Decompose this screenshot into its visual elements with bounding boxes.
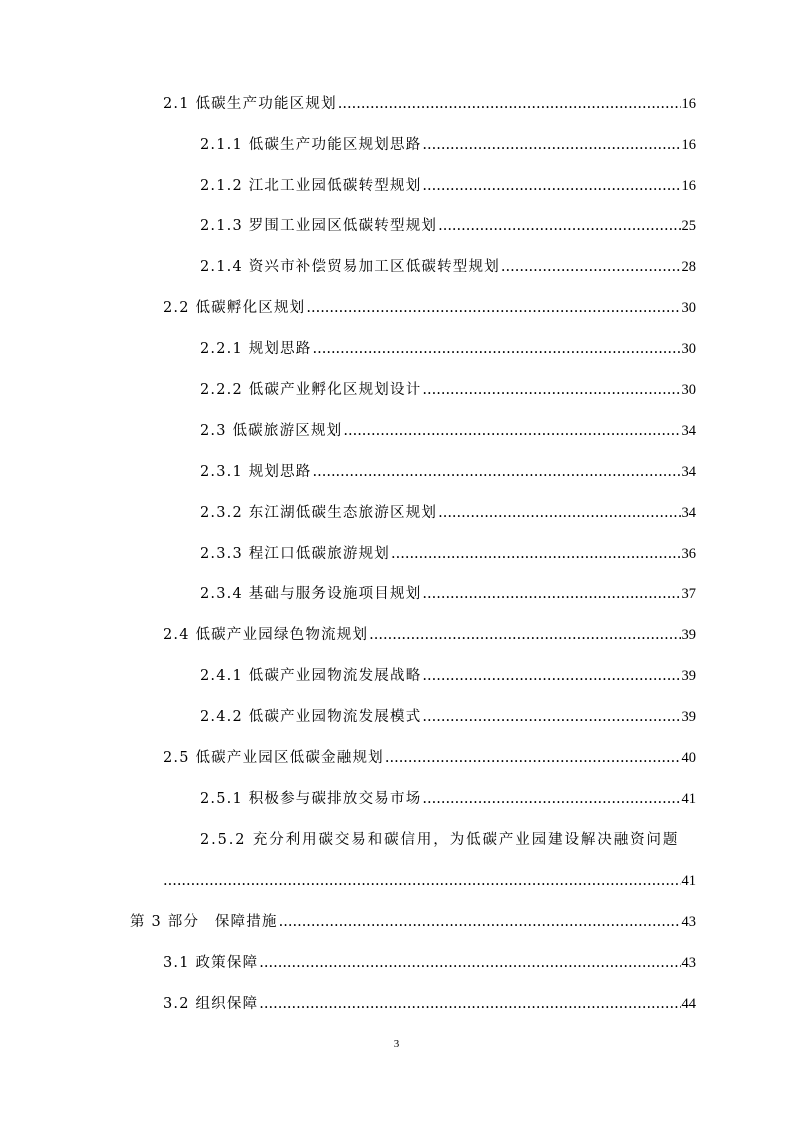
toc-entry-2-1[interactable] <box>163 94 696 114</box>
toc-leader-dots <box>422 135 680 155</box>
toc-entry-3-2[interactable] <box>163 994 696 1014</box>
toc-entry-2-5-2-title[interactable]: 2.5.2 充分利用碳交易和碳信用，为低碳产业园建设解决融资问题 <box>200 832 680 848</box>
toc-entry-page: 16 <box>681 178 696 194</box>
toc-entry-title: 2.2.2 低碳产业孵化区规划设计 <box>200 382 422 398</box>
page-number: 3 <box>393 1038 400 1050</box>
toc-entry-title: 2.3.1 规划思路 <box>200 464 312 480</box>
toc-entry-page: 30 <box>681 382 696 398</box>
toc-entry-2-4[interactable] <box>163 625 696 645</box>
toc-entry-2-1-1[interactable] <box>200 135 696 155</box>
toc-entry-page: 39 <box>681 627 696 643</box>
toc-entry-title: 2.3 低碳旅游区规划 <box>200 423 343 439</box>
toc-entry-page: 25 <box>681 218 696 234</box>
toc-entry-2-1-2[interactable] <box>200 176 696 196</box>
toc-entry-page: 44 <box>681 996 696 1012</box>
toc-entry-2-3-4[interactable] <box>200 584 696 604</box>
toc-leader-dots <box>438 503 680 523</box>
toc-entry-2-5[interactable] <box>163 748 696 768</box>
toc-entry-title: 2.1.4 资兴市补偿贸易加工区低碳转型规划 <box>200 259 500 275</box>
toc-entry-part-3[interactable] <box>130 912 696 932</box>
toc-leader-dots <box>163 871 681 891</box>
toc-entry-title: 2.4 低碳产业园绿色物流规划 <box>163 627 369 643</box>
toc-entry-2-2[interactable] <box>163 298 696 318</box>
toc-leader-dots <box>259 953 680 973</box>
toc-entry-title: 2.4.2 低碳产业园物流发展模式 <box>200 709 422 725</box>
toc-leader-dots <box>343 421 680 441</box>
toc-entry-title: 2.1.2 江北工业园低碳转型规划 <box>200 178 422 194</box>
toc-entry-2-3[interactable] <box>200 421 696 441</box>
toc-entry-title: 2.4.1 低碳产业园物流发展战略 <box>200 668 422 684</box>
toc-entry-2-3-3[interactable] <box>200 544 696 564</box>
toc-leader-dots <box>259 994 680 1014</box>
toc-entry-page: 34 <box>681 505 696 521</box>
toc-entry-2-5-2-continuation[interactable] <box>163 871 696 891</box>
toc-entry-page: 34 <box>681 464 696 480</box>
toc-entry-page: 16 <box>681 137 696 153</box>
toc-entry-title: 2.2 低碳孵化区规划 <box>163 300 306 316</box>
toc-entry-2-2-1[interactable] <box>200 339 696 359</box>
toc-entry-page: 40 <box>681 750 696 766</box>
toc-entry-2-1-3[interactable] <box>200 216 696 236</box>
toc-leader-dots <box>338 94 681 114</box>
toc-entry-page: 43 <box>681 914 696 930</box>
toc-entry-2-2-2[interactable] <box>200 380 696 400</box>
toc-entry-2-5-1[interactable] <box>200 789 696 809</box>
toc-leader-dots <box>391 544 680 564</box>
toc-leader-dots <box>306 298 680 318</box>
toc-entry-title: 2.5 低碳产业园区低碳金融规划 <box>163 750 384 766</box>
toc-leader-dots <box>422 584 680 604</box>
toc-entry-page: 30 <box>681 341 696 357</box>
toc-entry-page: 41 <box>681 873 696 889</box>
toc-leader-dots <box>438 216 680 236</box>
toc-entry-title: 2.1 低碳生产功能区规划 <box>163 96 337 112</box>
toc-entry-page: 39 <box>681 709 696 725</box>
toc-entry-title: 2.1.3 罗围工业园区低碳转型规划 <box>200 218 438 234</box>
toc-entry-page: 43 <box>681 955 696 971</box>
toc-entry-title: 2.3.4 基础与服务设施项目规划 <box>200 586 422 602</box>
toc-leader-dots <box>422 380 680 400</box>
toc-entry-title: 第 3 部分 保障措施 <box>130 914 278 930</box>
toc-entry-page: 28 <box>681 259 696 275</box>
toc-entry-title: 2.1.1 低碳生产功能区规划思路 <box>200 137 422 153</box>
toc-leader-dots <box>422 176 680 196</box>
toc-leader-dots <box>501 257 681 277</box>
toc-leader-dots <box>422 707 680 727</box>
toc-entry-2-4-2[interactable] <box>200 707 696 727</box>
toc-leader-dots <box>385 748 681 768</box>
toc-entry-page: 34 <box>681 423 696 439</box>
toc-entry-title: 2.3.3 程江口低碳旅游规划 <box>200 546 391 562</box>
toc-entry-2-3-1[interactable] <box>200 462 696 482</box>
toc-entry-title: 2.2.1 规划思路 <box>200 341 312 357</box>
toc-entry-title: 2.3.2 东江湖低碳生态旅游区规划 <box>200 505 438 521</box>
toc-entry-page: 36 <box>681 546 696 562</box>
toc-entry-3-1[interactable] <box>163 953 696 973</box>
toc-entry-title: 3.2 组织保障 <box>163 996 259 1012</box>
toc-entry-2-3-2[interactable] <box>200 503 696 523</box>
toc-leader-dots <box>422 789 680 809</box>
toc-leader-dots <box>369 625 680 645</box>
toc-entry-page: 37 <box>681 586 696 602</box>
toc-entry-title: 2.5.1 积极参与碳排放交易市场 <box>200 791 422 807</box>
toc-leader-dots <box>279 912 681 932</box>
toc-entry-page: 41 <box>681 791 696 807</box>
toc-leader-dots <box>313 462 681 482</box>
toc-entry-page: 39 <box>681 668 696 684</box>
toc-leader-dots <box>422 666 680 686</box>
toc-entry-page: 16 <box>681 96 696 112</box>
toc-entry-2-1-4[interactable] <box>200 257 696 277</box>
toc-leader-dots <box>313 339 681 359</box>
toc-entry-2-4-1[interactable] <box>200 666 696 686</box>
toc-entry-title: 3.1 政策保障 <box>163 955 259 971</box>
toc-entry-page: 30 <box>681 300 696 316</box>
